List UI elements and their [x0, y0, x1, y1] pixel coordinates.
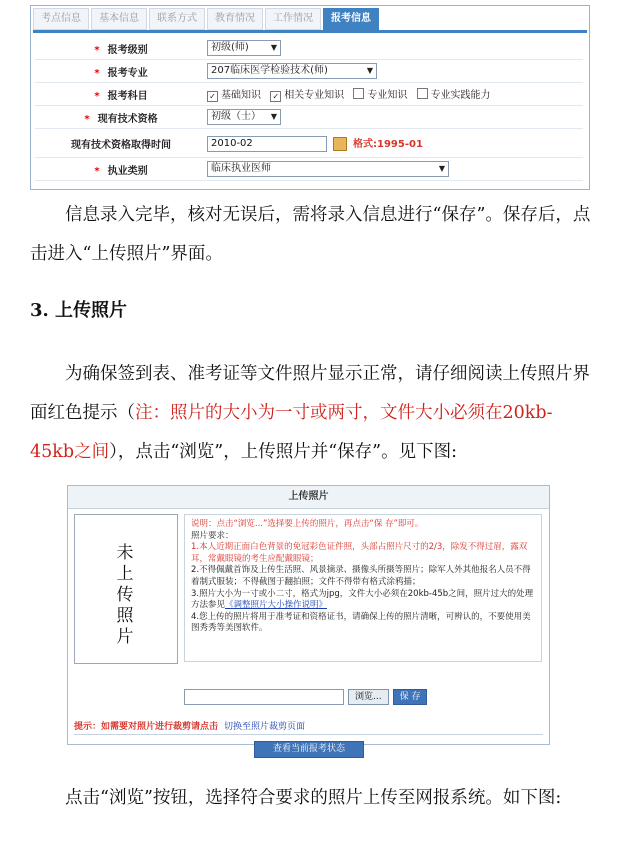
practice-label: 执业类别: [107, 165, 148, 177]
note-3: 3.照片大小为一寸或小二寸，格式为jpg，文件大小必须在20kb-45b之间，照片过大的处理方法参见《调整照片大小操作说明》: [191, 588, 534, 611]
tab-work[interactable]: 工作情况: [265, 8, 321, 30]
required-star: *: [94, 165, 100, 177]
browse-button[interactable]: 浏览...: [348, 689, 389, 705]
checkbox-basic[interactable]: ✓ 基础知识: [207, 86, 261, 102]
checkbox-practice[interactable]: 专业实践能力: [417, 86, 491, 101]
tab-exam-site[interactable]: 考点信息: [33, 8, 89, 30]
checkbox-checked-icon: ✓: [207, 91, 218, 102]
practice-value: 临床执业医师: [211, 163, 271, 174]
tab-basic-info[interactable]: 基本信息: [91, 8, 147, 30]
qualification-label: 现有技术资格: [97, 113, 158, 125]
subjects-label: 报考科目: [107, 90, 148, 102]
form-row-major: [35, 60, 583, 83]
save-button[interactable]: 保 存: [393, 689, 428, 705]
form-row-subjects: [35, 83, 583, 106]
registration-info-screenshot: [30, 5, 590, 190]
paragraph-upload-instructions: 为确保签到表、准考证等文件照片显示正常，请仔细阅读上传照片界面红色提示（注：照片的大小为一寸或两寸，文件大小必须在20kb-45kb之间），点击“浏览”，上传照片并“保存”。见下图:: [30, 364, 590, 462]
qualification-select[interactable]: [207, 109, 281, 125]
level-label: 报考级别: [107, 44, 148, 56]
form-row-level: [35, 37, 583, 60]
red-note: 注：照片的大小为一寸或两寸，文件大小必须在20kb-45kb之间: [30, 403, 553, 462]
tab-underline: [33, 30, 587, 33]
note-2: 2.不得佩戴首饰及上传生活照、风景摘录、摄像头所摄等照片；除军人外其他报名人员不得着制式服装；不得截图于翻拍照；文件不得带有格式涂鸦描；: [191, 565, 531, 587]
qualification-value: 初级（士）: [211, 111, 261, 122]
tab-bar: [33, 8, 381, 30]
checkbox-checked-icon: ✓: [270, 91, 281, 102]
photo-placeholder-text: 未上传照片: [116, 543, 134, 647]
major-value: 207临床医学检验技术(师): [211, 65, 328, 76]
tab-contact[interactable]: 联系方式: [149, 8, 205, 30]
level-value: 初级(师): [211, 42, 249, 53]
tab-education[interactable]: 教育情况: [207, 8, 263, 30]
chevron-down-icon: ▼: [366, 66, 373, 75]
checkbox-related[interactable]: ✓ 相关专业知识: [270, 86, 344, 102]
checkbox-professional[interactable]: 专业知识: [353, 86, 407, 101]
required-star: *: [94, 44, 100, 56]
paragraph-browse: 点击“浏览”按钮，选择符合要求的照片上传至网报系统。如下图:: [65, 788, 562, 808]
paragraph-save-info: 信息录入完毕，核对无误后，需将录入信息进行“保存”。保存后，点击进入“上传照片”界面。: [30, 205, 591, 264]
crop-tip: 提示：如需要对照片进行裁剪请点击 切换至照片裁剪页面: [74, 722, 306, 732]
notes-title: 照片要求：: [191, 530, 234, 541]
form-row-qual-date: [35, 129, 583, 158]
chevron-down-icon: ▼: [438, 164, 445, 173]
divider: [74, 734, 543, 735]
registration-form: [35, 37, 583, 181]
level-select[interactable]: [207, 40, 281, 56]
upload-instructions-box: [184, 514, 542, 662]
upload-panel-title: 上传照片: [68, 486, 549, 509]
file-path-input[interactable]: [184, 689, 344, 705]
form-row-practice: [35, 158, 583, 181]
note-4: 4.您上传的照片将用于准考证和资格证书，请确保上传的照片清晰，可辨认的，不要使用美图秀秀等美图软件。: [191, 611, 531, 634]
upload-photo-screenshot: [67, 485, 550, 754]
checkbox-empty-icon: [353, 88, 364, 99]
section-heading: 3. 上传照片: [30, 300, 128, 321]
checkbox-empty-icon: [417, 88, 428, 99]
chevron-down-icon: ▼: [270, 112, 277, 121]
view-status-button[interactable]: 查看当前报考状态: [254, 741, 364, 758]
crop-page-link[interactable]: 切换至照片裁剪页面: [224, 722, 306, 732]
photo-placeholder: [74, 514, 178, 664]
calendar-icon[interactable]: [333, 137, 347, 151]
resize-guide-link[interactable]: 《调整照片大小操作说明》: [225, 600, 328, 611]
required-star: *: [94, 67, 100, 79]
notes-intro: 说明：点击“浏览...”选择要上传的照片，再点击“保 存”即可。: [191, 519, 424, 529]
required-star: *: [94, 90, 100, 102]
upload-row: [184, 686, 427, 705]
qual-date-label: 现有技术资格取得时间: [71, 139, 171, 151]
chevron-down-icon: ▼: [270, 43, 277, 52]
qual-date-input[interactable]: 2010-02: [207, 136, 327, 152]
required-star: *: [84, 113, 90, 125]
form-row-qualification: [35, 106, 583, 129]
major-select[interactable]: [207, 63, 377, 79]
date-format-hint: 格式:1995-01: [353, 138, 423, 150]
major-label: 报考专业: [107, 67, 148, 79]
practice-select[interactable]: [207, 161, 449, 177]
tab-registration[interactable]: 报考信息: [323, 8, 379, 30]
note-1: 1.本人近期正面白色背景的免冠彩色证件照，头部占照片尺寸的2/3，除发不得过眉，露双耳，常戴眼镜的考生应配戴眼镜；: [191, 542, 528, 564]
